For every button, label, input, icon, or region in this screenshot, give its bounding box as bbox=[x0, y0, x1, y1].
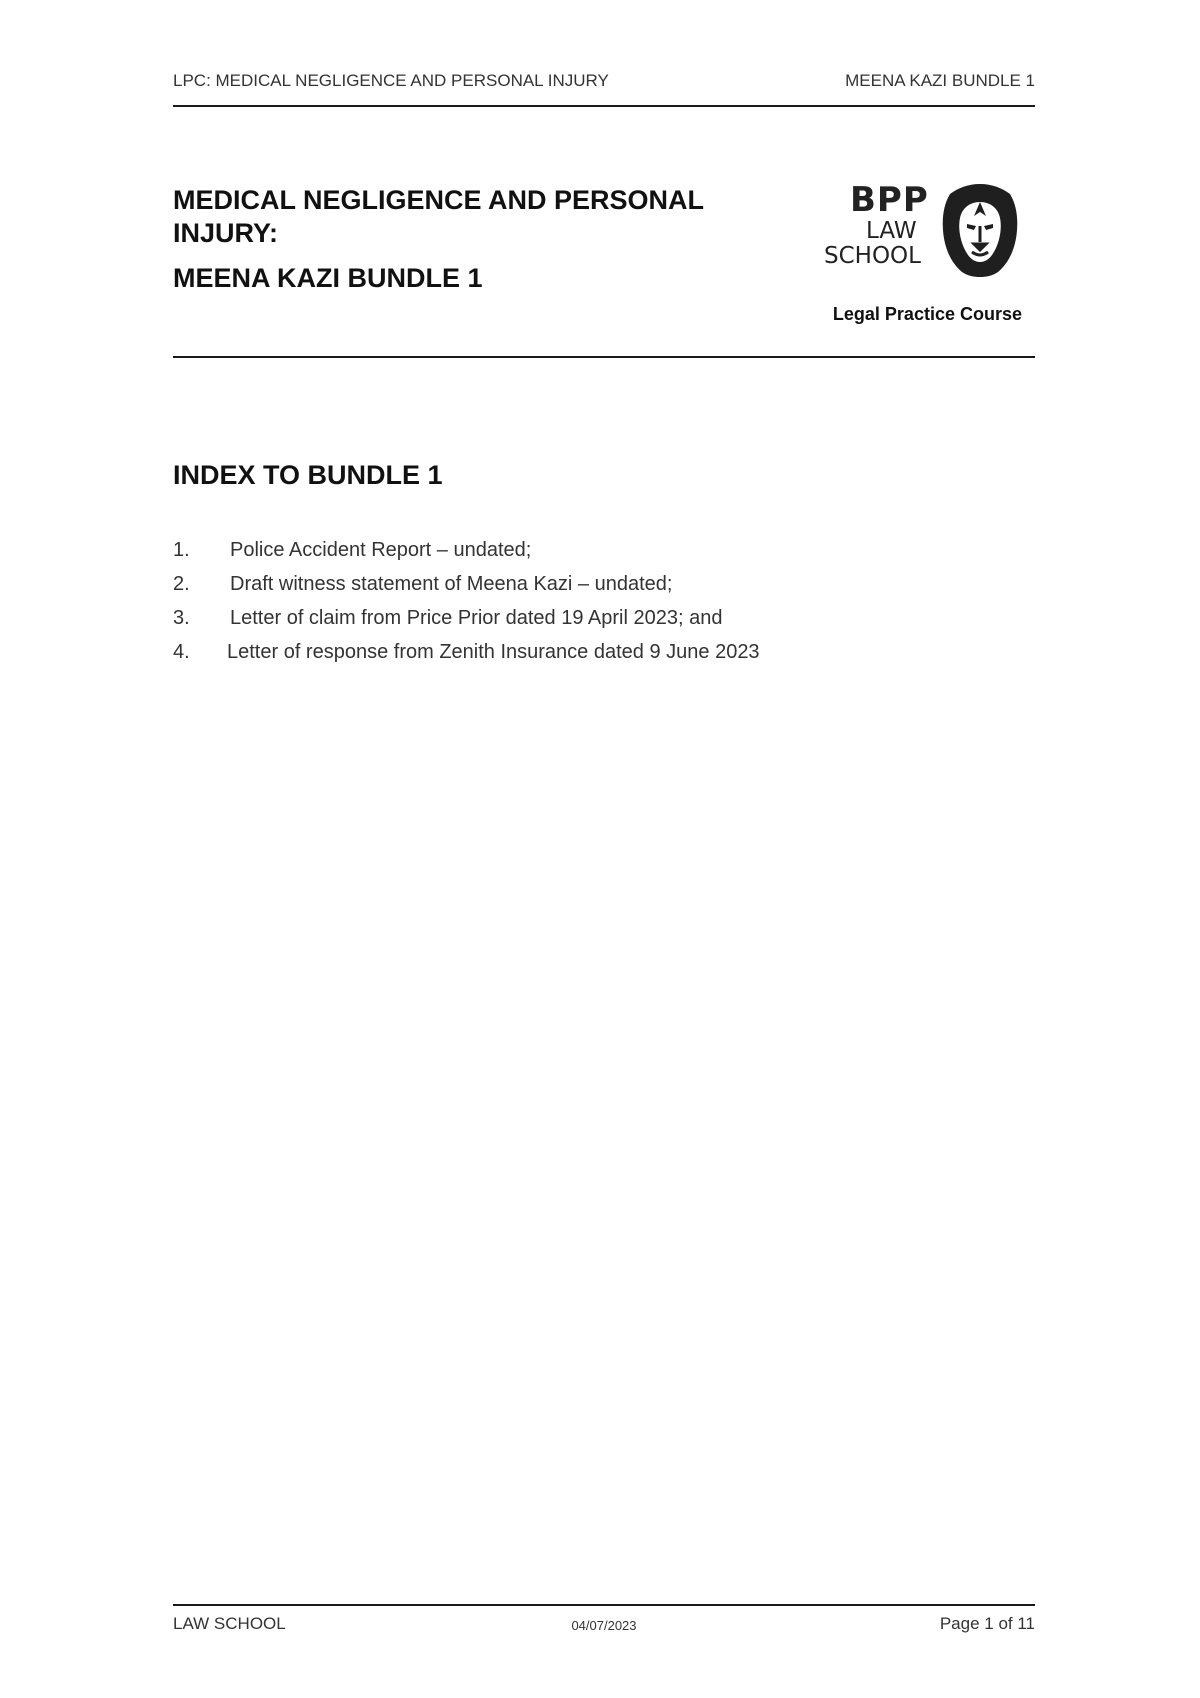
index-item-text: Police Accident Report – undated; bbox=[230, 539, 532, 561]
index-heading: INDEX TO BUNDLE 1 bbox=[173, 460, 443, 490]
title-rule bbox=[173, 356, 1035, 358]
running-header bbox=[173, 71, 1035, 91]
logo-school-text: SCHOOL bbox=[824, 243, 921, 269]
index-item-text: Letter of response from Zenith Insurance dated 9 June 2023 bbox=[227, 641, 760, 663]
footer-rule bbox=[173, 1604, 1035, 1606]
index-item bbox=[173, 601, 760, 635]
logo-brand: BPP bbox=[850, 180, 929, 220]
title-block bbox=[173, 184, 773, 295]
bpp-law-school-logo bbox=[822, 182, 1022, 282]
footer-date: 04/07/2023 bbox=[571, 1618, 637, 1633]
index-item-text: Draft witness statement of Meena Kazi – undated; bbox=[230, 573, 673, 595]
lion-icon bbox=[940, 182, 1020, 278]
page-number: Page 1 of 11 bbox=[939, 1614, 1035, 1633]
footer-left-text: LAW SCHOOL bbox=[173, 1614, 286, 1633]
index-item bbox=[173, 635, 760, 669]
logo-law-text: LAW bbox=[866, 218, 917, 244]
header-rule bbox=[173, 105, 1035, 107]
logo-wordmark bbox=[822, 182, 932, 268]
index-item-number: 1. bbox=[173, 539, 190, 561]
header-left-text: LPC: MEDICAL NEGLIGENCE AND PERSONAL INJURY bbox=[173, 71, 609, 90]
index-item-number: 4. bbox=[173, 641, 190, 663]
index-item bbox=[173, 567, 760, 601]
index-list bbox=[173, 533, 760, 669]
document-title: MEDICAL NEGLIGENCE AND PERSONAL INJURY: bbox=[173, 185, 704, 248]
index-item bbox=[173, 533, 760, 567]
document-subtitle: MEENA KAZI BUNDLE 1 bbox=[173, 263, 483, 293]
index-item-number: 3. bbox=[173, 607, 190, 629]
index-item-number: 2. bbox=[173, 573, 190, 595]
index-item-text: Letter of claim from Price Prior dated 19 April 2023; and bbox=[230, 607, 723, 629]
course-label: Legal Practice Course bbox=[832, 304, 1022, 324]
header-right-text: MEENA KAZI BUNDLE 1 bbox=[845, 71, 1035, 90]
